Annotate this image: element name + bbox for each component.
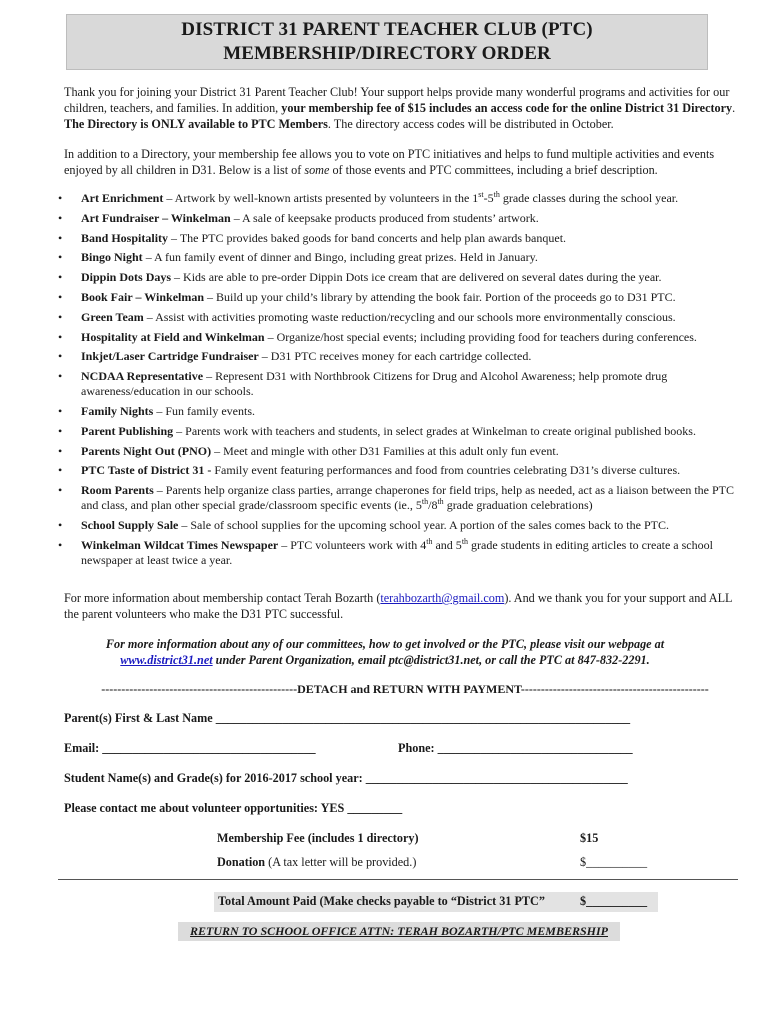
bullet-icon: • [58, 230, 63, 245]
committee-description: – The PTC provides baked goods for band concerts and help plan awards banquet. [168, 230, 567, 245]
committee-name: Winkelman Wildcat Times Newspaper [81, 537, 279, 552]
committee-list [58, 191, 748, 573]
bullet-icon: • [58, 309, 63, 324]
committee-item [58, 250, 748, 265]
bullet-icon: • [58, 349, 63, 364]
divider-rule [58, 879, 738, 880]
committee-description: – Sale of school supplies for the upcoming school year. A portion of the sales comes back to the PTC. [178, 517, 669, 532]
committee-description: – Assist with activities promoting waste reduction/recycling and our schools more environmentally conscious. [143, 309, 676, 324]
title-box [66, 14, 708, 70]
committee-item [58, 270, 748, 285]
committee-item [58, 349, 748, 364]
bullet-icon: • [58, 517, 63, 532]
committee-description: – Fun family events. [153, 403, 255, 418]
return-note: RETURN TO SCHOOL OFFICE ATTN: TERAH BOZARTH/PTC MEMBERSHIP [178, 922, 620, 941]
bullet-icon: • [58, 270, 63, 285]
intro-bold-1: your membership fee of $15 includes an access code for the online District 31 Directory [281, 101, 733, 115]
title-line-2: MEMBERSHIP/DIRECTORY ORDER [223, 43, 551, 64]
bullet-icon: • [58, 250, 63, 265]
committee-sup: th [437, 497, 444, 507]
committee-description: Family event featuring performances and food from countries celebrating D31’s diverse cultures. [211, 463, 681, 478]
committee-sup: th [493, 190, 500, 199]
committee-description: /8 [428, 498, 438, 513]
bullet-icon: • [58, 210, 63, 225]
committee-item [58, 463, 748, 478]
committee-name: Art Enrichment [81, 191, 164, 205]
committee-name: Room Parents [81, 483, 154, 498]
committee-sup: st [478, 190, 484, 199]
membership-fee-label: Membership Fee (includes 1 directory) [217, 831, 419, 845]
committee-description: – Meet and mingle with other D31 Families at this adult only fun event. [211, 443, 559, 458]
donation-bold: Donation [217, 855, 266, 869]
committee-item [58, 483, 748, 513]
committee-sup: th [426, 536, 433, 546]
committee-description: – Kids are able to pre-order Dippin Dots ice cream that are delivered on several dates during the year. [171, 270, 662, 285]
committee-description: – Parents work with teachers and students, in select grades at Winkelman to create original published books. [173, 423, 696, 438]
committee-description: and 5 [432, 537, 462, 552]
committee-description: – PTC volunteers work with 4 [278, 537, 427, 552]
more-info-note [80, 636, 690, 668]
committee-description: -5 [483, 191, 494, 205]
intro-paragraph [64, 84, 736, 132]
contact-text-1: For more information about membership contact Terah Bozarth ( [64, 591, 381, 605]
committee-name: Art Fundraiser – Winkelman [81, 210, 231, 225]
committee-item [58, 369, 748, 399]
committee-item [58, 231, 748, 246]
events-paragraph [64, 146, 736, 178]
events-italic: some [304, 163, 330, 177]
intro-bold-2: The Directory is ONLY available to PTC Members [64, 117, 328, 131]
committee-name: School Supply Sale [81, 517, 179, 532]
volunteer-field[interactable]: Please contact me about volunteer opportunities: YES _________ [64, 801, 403, 815]
committee-name: Parents Night Out (PNO) [81, 443, 212, 458]
phone-field[interactable]: Phone: ________________________________ [398, 741, 633, 755]
donation-label [217, 855, 416, 870]
committee-name: Dippin Dots Days [81, 270, 172, 285]
intro-text-3: . The directory access codes will be distributed in October. [327, 117, 614, 131]
committee-description: grade graduation celebrations) [443, 498, 593, 513]
events-text-1: In addition to a Directory, your membership fee allows you to vote on PTC initiatives and helps to fund multiple activities and events enjoyed by all children in D31. Below is a list of [64, 147, 715, 177]
contact-email-link[interactable]: terahbozarth@gmail.com [380, 591, 505, 605]
website-link[interactable]: www.district31.net [120, 653, 213, 667]
committee-description: – Parents help organize class parties, arrange chaperones for field trips, help as needed, act as a liaison between the PTC and class, and plan other special grade/classroom specific events (ie., 5 [81, 483, 735, 513]
committee-item [58, 424, 748, 439]
contact-text-2: ). And we thank you for your support and ALL the parent volunteers who make the D31 PTC successful. [64, 591, 732, 621]
bullet-icon: • [58, 191, 63, 205]
bullet-icon: • [58, 537, 63, 552]
bullet-icon: • [58, 329, 63, 344]
committee-name: PTC Taste of District 31 - [81, 463, 212, 478]
students-field[interactable]: Student Name(s) and Grade(s) for 2016-2017 school year: ___________________________________________ [64, 771, 628, 785]
committee-item [58, 191, 748, 206]
committee-description: – Organize/host special events; including providing food for teachers during conferences. [264, 329, 697, 344]
intro-text-2: . [732, 101, 736, 115]
committee-name: Band Hospitality [81, 230, 169, 245]
committee-description: – Represent D31 with Northbrook Citizens for Drug and Alcohol Awareness; help promote drug awareness/education in our schools. [81, 369, 668, 399]
committee-description: grade students in editing articles to create a school newspaper at least twice a year. [81, 537, 713, 567]
parents-name-field[interactable]: Parent(s) First & Last Name ____________________________________________________________________ [64, 711, 631, 725]
committee-name: Green Team [81, 309, 144, 324]
committee-description: – Artwork by well-known artists presented by volunteers in the 1 [163, 191, 479, 205]
title-line-1: DISTRICT 31 PARENT TEACHER CLUB (PTC) [181, 19, 593, 40]
committee-name: Parent Publishing [81, 423, 174, 438]
committee-description: – A sale of keepsake products produced from students’ artwork. [230, 210, 539, 225]
donation-field[interactable]: $__________ [580, 855, 648, 869]
committee-description: – A fun family event of dinner and Bingo, including great prizes. Held in January. [142, 250, 538, 265]
detach-line: -------------------------------------------------DETACH and RETURN WITH PAYMENT----------------------------------------------- [101, 682, 709, 696]
committee-item [58, 518, 748, 533]
committee-item [58, 211, 748, 226]
membership-fee-value: $15 [580, 831, 599, 845]
more-info-line-2: under Parent Organization, email ptc@district31.net, or call the PTC at 847-832-2291. [212, 653, 650, 667]
bullet-icon: • [58, 369, 63, 384]
committee-name: Family Nights [81, 403, 154, 418]
committee-item [58, 290, 748, 305]
committee-name: Inkjet/Laser Cartridge Fundraiser [81, 349, 259, 364]
bullet-icon: • [58, 463, 63, 478]
more-info-line-1: For more information about any of our committees, how to get involved or the PTC, please visit our webpage at [105, 637, 665, 651]
contact-paragraph [64, 590, 736, 622]
committee-name: Hospitality at Field and Winkelman [81, 329, 265, 344]
committee-description: – Build up your child’s library by attending the book fair. Portion of the proceeds go to D31 PTC. [204, 289, 676, 304]
events-text-2: of those events and PTC committees, including a brief description. [329, 163, 658, 177]
bullet-icon: • [58, 289, 63, 304]
committee-description: grade classes during the school year. [499, 191, 679, 205]
total-field[interactable]: $__________ [580, 894, 648, 908]
committee-name: Book Fair – Winkelman [81, 289, 205, 304]
bullet-icon: • [58, 483, 63, 498]
committee-description: – D31 PTC receives money for each cartridge collected. [258, 349, 532, 364]
committee-item [58, 330, 748, 345]
email-field[interactable]: Email: ___________________________________ [64, 741, 316, 755]
total-label: Total Amount Paid (Make checks payable to “District 31 PTC” [218, 894, 545, 908]
committee-item [58, 404, 748, 419]
intro-text-1: Thank you for joining your District 31 Parent Teacher Club! Your support helps provide many wonderful programs and activities for our children, teachers, and families. In addition, [64, 85, 730, 115]
committee-name: NCDAA Representative [81, 369, 204, 384]
donation-rest: (A tax letter will be provided.) [265, 855, 417, 869]
committee-sup: th [461, 536, 469, 546]
committee-name: Bingo Night [81, 250, 143, 265]
bullet-icon: • [58, 443, 63, 458]
committee-item [58, 444, 748, 459]
committee-sup: th [421, 497, 429, 507]
committee-item [58, 538, 748, 568]
bullet-icon: • [58, 403, 63, 418]
bullet-icon: • [58, 423, 63, 438]
committee-item [58, 310, 748, 325]
